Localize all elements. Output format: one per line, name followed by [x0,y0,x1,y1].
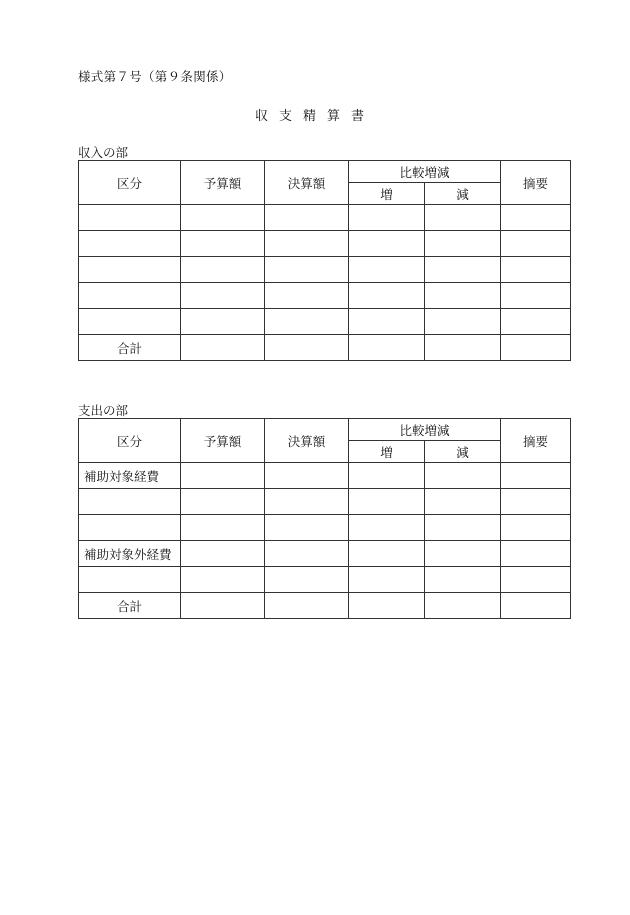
category-cell [79,205,181,231]
budget-cell [181,515,265,541]
header-budget: 予算額 [181,161,265,205]
increase-cell [349,283,425,309]
table-row [79,541,571,567]
settlement-cell [265,515,349,541]
settlement-cell [265,489,349,515]
category-cell [79,283,181,309]
budget-cell [181,257,265,283]
remarks-cell [501,489,571,515]
decrease-cell [425,567,501,593]
settlement-cell [265,231,349,257]
budget-cell [181,231,265,257]
category-cell [79,231,181,257]
budget-cell [181,309,265,335]
decrease-cell [425,489,501,515]
total-label-cell: 合計 [79,593,181,619]
expense-table [78,418,571,619]
remarks-cell [501,515,571,541]
table-row [79,283,571,309]
decrease-cell [425,231,501,257]
table-row [79,515,571,541]
remarks-cell [501,335,571,361]
income-section-label: 収入の部 [78,145,129,160]
category-cell: 補助対象外経費 [79,541,181,567]
remarks-cell [501,593,571,619]
remarks-cell [501,541,571,567]
remarks-cell [501,463,571,489]
header-settlement: 決算額 [265,161,349,205]
header-category: 区分 [79,161,181,205]
increase-cell [349,231,425,257]
budget-cell [181,463,265,489]
category-cell [79,257,181,283]
form-number-label: 様式第７号（第９条関係） [78,69,232,84]
header-comparison: 比較増減 [349,161,501,183]
decrease-cell [425,515,501,541]
table-row [79,335,571,361]
remarks-cell [501,205,571,231]
decrease-cell [425,463,501,489]
increase-cell [349,205,425,231]
total-label-cell: 合計 [79,335,181,361]
increase-cell [349,515,425,541]
category-cell [79,489,181,515]
remarks-cell [501,257,571,283]
increase-cell [349,489,425,515]
table-row [79,231,571,257]
decrease-cell [425,205,501,231]
increase-cell [349,541,425,567]
settlement-cell [265,541,349,567]
budget-cell [181,335,265,361]
budget-cell [181,283,265,309]
category-cell [79,567,181,593]
settlement-cell [265,593,349,619]
table-row [79,593,571,619]
category-cell: 補助対象経費 [79,463,181,489]
table-row [79,205,571,231]
increase-cell [349,463,425,489]
header-increase: 増 [349,183,425,205]
remarks-cell [501,309,571,335]
settlement-cell [265,335,349,361]
income-table [78,160,571,361]
remarks-cell [501,567,571,593]
settlement-cell [265,257,349,283]
settlement-cell [265,283,349,309]
header-settlement: 決算額 [265,419,349,463]
header-comparison: 比較増減 [349,419,501,441]
settlement-cell [265,567,349,593]
increase-cell [349,567,425,593]
budget-cell [181,205,265,231]
increase-cell [349,309,425,335]
header-category: 区分 [79,419,181,463]
remarks-cell [501,283,571,309]
settlement-cell [265,309,349,335]
decrease-cell [425,335,501,361]
category-cell [79,515,181,541]
table-row [79,567,571,593]
remarks-cell [501,231,571,257]
table-row [79,489,571,515]
header-remarks: 摘要 [501,161,571,205]
table-row [79,463,571,489]
increase-cell [349,257,425,283]
table-row [79,309,571,335]
header-increase: 増 [349,441,425,463]
decrease-cell [425,257,501,283]
budget-cell [181,593,265,619]
header-decrease: 減 [425,183,501,205]
decrease-cell [425,309,501,335]
expense-section-label: 支出の部 [78,403,129,418]
header-remarks: 摘要 [501,419,571,463]
table-row [79,257,571,283]
settlement-cell [265,463,349,489]
category-cell [79,309,181,335]
budget-cell [181,567,265,593]
decrease-cell [425,593,501,619]
header-budget: 予算額 [181,419,265,463]
increase-cell [349,335,425,361]
budget-cell [181,489,265,515]
increase-cell [349,593,425,619]
decrease-cell [425,283,501,309]
document-title: 収支精算書 [254,109,375,124]
budget-cell [181,541,265,567]
settlement-cell [265,205,349,231]
header-decrease: 減 [425,441,501,463]
decrease-cell [425,541,501,567]
